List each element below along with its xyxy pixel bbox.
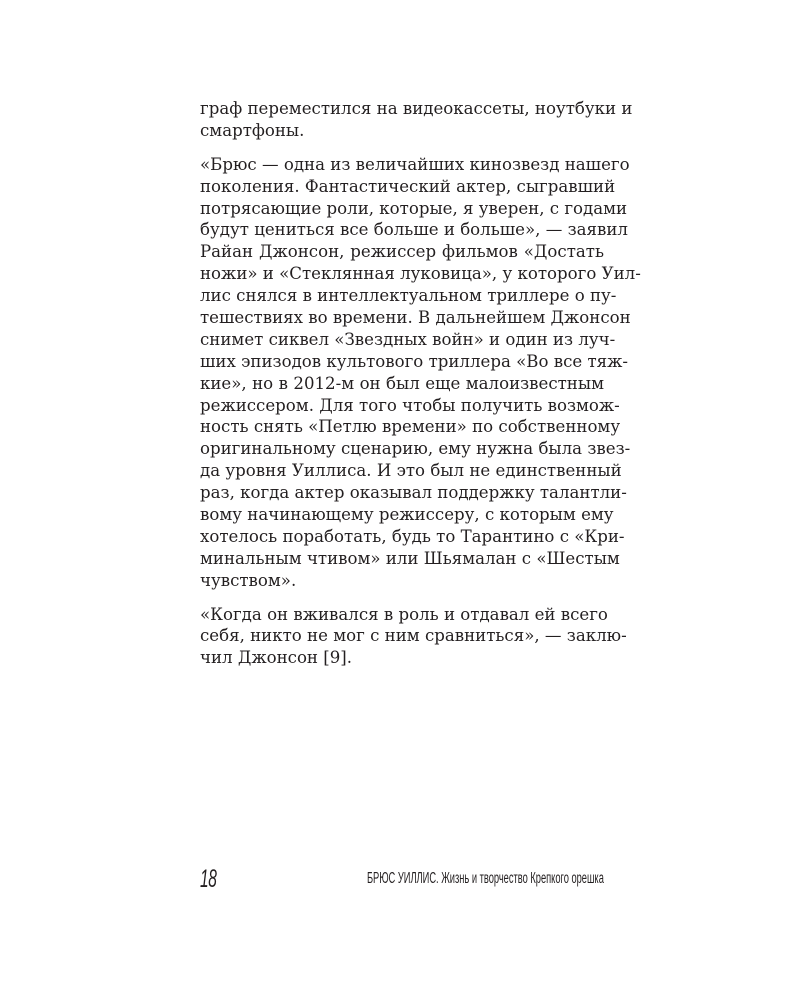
text-line: тешествиях во времени. В дальнейшем Джонсон <box>200 308 631 328</box>
text-line: кие», но в 2012-м он был еще малоизвестным <box>200 373 604 393</box>
text-line: да уровня Уиллиса. И это был не единственный <box>200 461 622 481</box>
text-line: чил Джонсон [9]. <box>200 648 353 668</box>
running-title: БРЮС УИЛЛИС. Жизнь и творчество Крепкого орешка <box>367 870 604 887</box>
text-line: «Когда он вживался в роль и отдавал ей всего <box>200 604 608 624</box>
text-line: ножи» и «Стеклянная луковица», у которого Уил- <box>200 264 641 284</box>
text-line: потрясающие роли, которые, я уверен, с годами <box>200 198 628 218</box>
page-number: 18 <box>200 865 217 893</box>
text-line: лис снялся в интеллектуальном триллере о пу- <box>200 286 617 306</box>
text-line: раз, когда актер оказывал поддержку талантли- <box>200 483 627 503</box>
paragraph-1 <box>200 98 633 142</box>
text-line: себя, никто не мог с ним сравниться», — заклю- <box>200 626 627 646</box>
text-line: граф переместился на видеокассеты, ноутбуки и <box>200 99 633 118</box>
text-line: снимет сиквел «Звездных войн» и один из луч- <box>200 329 616 349</box>
text-line: ность снять «Петлю времени» по собственному <box>200 417 621 437</box>
text-line: режиссером. Для того чтобы получить возмож- <box>200 395 620 415</box>
text-line: оригинальному сценарию, ему нужна была звез- <box>200 439 631 459</box>
body-text <box>200 98 641 681</box>
text-line: минальным чтивом» или Шьямалан с «Шестым <box>200 548 620 568</box>
page-footer <box>200 864 604 894</box>
text-line: чувством». <box>200 570 297 590</box>
text-line: будут цениться все больше и больше», — заявил <box>200 220 628 240</box>
paragraph-3 <box>200 604 627 670</box>
text-line: Райан Джонсон, режиссер фильмов «Достать <box>200 242 604 262</box>
text-line: ших эпизодов культового триллера «Во все тяж- <box>200 351 628 371</box>
text-line: вому начинающему режиссеру, с которым ему <box>200 505 614 525</box>
text-line: смартфоны. <box>200 120 305 140</box>
paragraph-2 <box>200 154 641 592</box>
text-line: поколения. Фантастический актер, сыгравший <box>200 176 616 196</box>
text-line: хотелось поработать, будь то Тарантино с «Кри- <box>200 526 625 546</box>
text-line: «Брюс — одна из величайших кинозвезд нашего <box>200 154 630 174</box>
